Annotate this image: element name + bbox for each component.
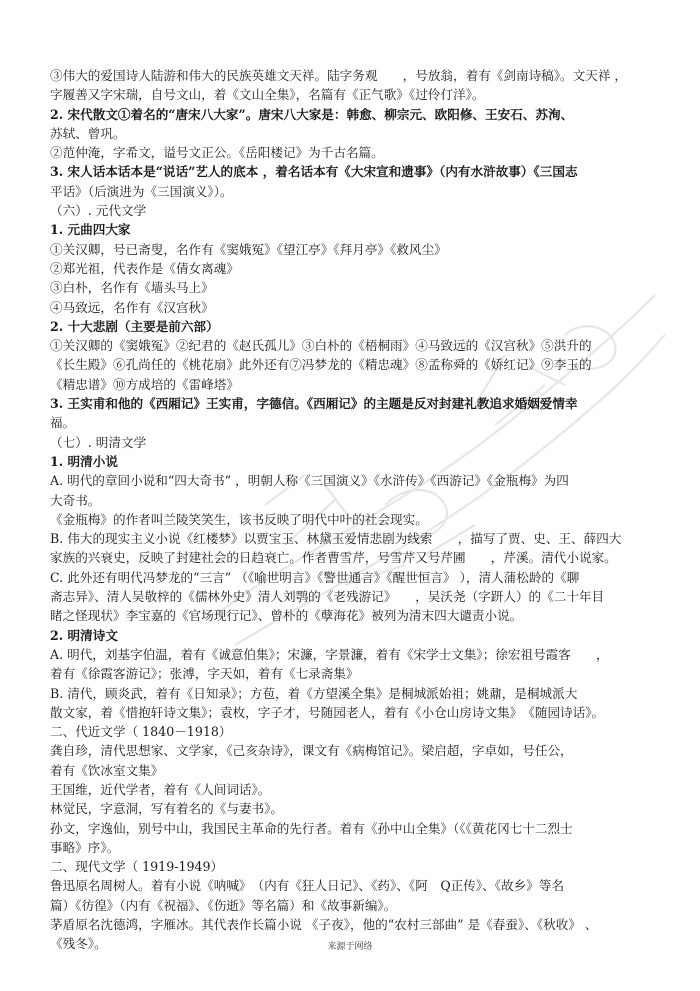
text-line: ②范仲淹，字希文，谥号文正公。《岳阳楼记》为千古名篇。 <box>50 145 384 161</box>
text-line: C. 此外还有明代冯梦龙的“三言” （《喻世明言》《警世通言》《醒世恒言》 ），清人蒲松龄的《聊 <box>50 569 580 585</box>
text-line: 林觉民，字意洞，写有着名的《与妻书》。 <box>50 801 283 817</box>
text-line: 篇）《彷徨》（内有《祝福》、《伤逝》等名篇）和《故事新编》。 <box>50 897 397 913</box>
text-line: 2. 宋代散文①着名的“唐宋八大家”。唐宋八大家是：韩愈、柳宗元、欧阳修、王安石、苏洵、 <box>50 106 574 122</box>
text-line: 《精忠谱》⑩方成培的《雷峰塔》 <box>50 376 239 392</box>
text-line: 家族的兴衰史，反映了封建社会的日趋衰亡。作者曹雪芹，号雪芹又号芹圃 ，芹溪。清代小说家。 <box>50 550 617 566</box>
text-line: 事略》序》。 <box>50 839 120 855</box>
text-line: ③白朴，名作有《墙头马上》 <box>50 280 214 296</box>
document-page <box>50 66 660 954</box>
text-line: ①关汉卿的《窦娥冤》②纪君的《赵氏孤儿》③白朴的《梧桐雨》④马致远的《汉宫秋》⑤洪升的 <box>50 338 592 354</box>
text-line: 鲁迅原名周树人。着有小说《呐喊》 （内有《狂人日记》、《药》、《阿 Q正传》、《故乡》等名 <box>50 878 565 894</box>
text-line: 1. 明清小说 <box>50 453 118 469</box>
text-line: B. 伟大的现实主义小说《红楼梦》以贾宝玉、林黛玉爱情悲剧为线索 ，描写了贾、史、王、薛四大 <box>50 531 622 547</box>
text-line: （七）. 明清文学 <box>50 434 147 450</box>
text-line: 《长生殿》⑥孔尚任的《桃花扇》此外还有⑦冯梦龙的《精忠魂》⑧孟称舜的《娇红记》⑨李玉的 <box>50 357 592 373</box>
text-line: 大奇书。 <box>50 492 101 508</box>
text-line: 斋志异》、清人吴敬梓的《儒林外史》清人刘鹗的《老残游记》 ，吴沃尧（字趼人）的《二十年目 <box>50 589 605 605</box>
text-line: 3. 王实甫和他的《西厢记》王实甫，字德信。《西厢记》的主题是反对封建礼教追求婚姻爱情幸 <box>50 396 578 412</box>
text-line: 2. 十大悲剧（主要是前六部） <box>50 318 219 334</box>
text-line: 着有《饮冰室文集》 <box>50 762 164 778</box>
text-line: 龚自珍，清代思想家、文学家，《己亥杂诗》，课文有《病梅馆记》。梁启超，字卓如，号任公， <box>50 743 573 759</box>
text-line: ④马致远，名作有《汉宫秋》 <box>50 299 214 315</box>
text-line: 睹之怪现状》李宝嘉的《官场现行记》、曾朴的《孽海花》被列为清末四大谴责小说。 <box>50 608 523 624</box>
text-line: 《金瓶梅》的作者叫兰陵笑笑生，该书反映了明代中叶的社会现实。 <box>50 511 428 527</box>
text-line: 茅盾原名沈德鸿，字雁冰。其代表作长篇小说 《子夜》，他的“农村三部曲” 是《春蚕》、《秋收》 、 <box>50 917 598 933</box>
text-line: 着有《徐霞客游记》；张溥，字天如，着有《七录斋集》 <box>50 666 359 682</box>
text-line: （六）. 元代文学 <box>50 203 147 219</box>
text-line: 苏轼、曾巩。 <box>50 125 126 141</box>
text-line: 王国维，近代学者，着有《人间词话》。 <box>50 781 271 797</box>
text-line: 孙文，字逸仙，别号中山，我国民主革命的先行者。着有《孙中山全集》（《《黄花冈七十二烈士 <box>50 820 573 836</box>
text-line: A. 明代，刘基字伯温，着有《诚意伯集》；宋濂，字景濂，着有《宋学士文集》；徐宏祖号霞客 ， <box>50 646 609 662</box>
text-line: 二、代近文学（ 1840－1918） <box>50 724 232 740</box>
text-line: 二、现代文学（ 1919-1949） <box>50 859 224 875</box>
text-line: 《残冬》。 <box>50 936 107 952</box>
text-line: ①关汉卿，号已斋叟，名作有《窦娥冤》《望江亭》《拜月亭》《救风尘》 <box>50 241 447 257</box>
text-line: 1. 元曲四大家 <box>50 222 131 238</box>
text-line: B. 清代，顾炎武，着有《日知录》；方苞，着《方望溪全集》是桐城派始祖；姚鼐，是桐城派大 <box>50 685 578 701</box>
text-line: 福。 <box>50 415 76 431</box>
text-line: 平话》（后演进为《三国演义》）。 <box>50 183 233 199</box>
text-line: A. 明代的章回小说和“四大奇书” ，明朝人称《三国演义》《水浒传》《西游记》《金瓶梅》为四 <box>50 473 569 489</box>
text-line: 字履善又字宋瑞，自号文山，着《文山全集》，名篇有《正气歌》《过伶仃洋》。 <box>50 87 485 103</box>
text-line: ③伟大的爱国诗人陆游和伟大的民族英雄文天祥。陆字务观 ，号放翁，着有《剑南诗稿》。文天祥 ， <box>50 68 628 83</box>
text-line: 散文家，着《惜抱轩诗文集》；袁枚，字子才，号随园老人，着有《小仓山房诗文集》 《随园诗话》。 <box>50 704 605 720</box>
page-footer: 来源于网络 <box>327 942 373 952</box>
text-line: 2. 明清诗文 <box>50 627 118 643</box>
text-line: ②郑光祖，代表作是《倩女离魂》 <box>50 260 239 276</box>
text-line: 3. 宋人话本话本是“说话”艺人的底本 ，着名话本有《大宋宣和遗事》（内有水浒故事）《三国志 <box>50 164 578 180</box>
